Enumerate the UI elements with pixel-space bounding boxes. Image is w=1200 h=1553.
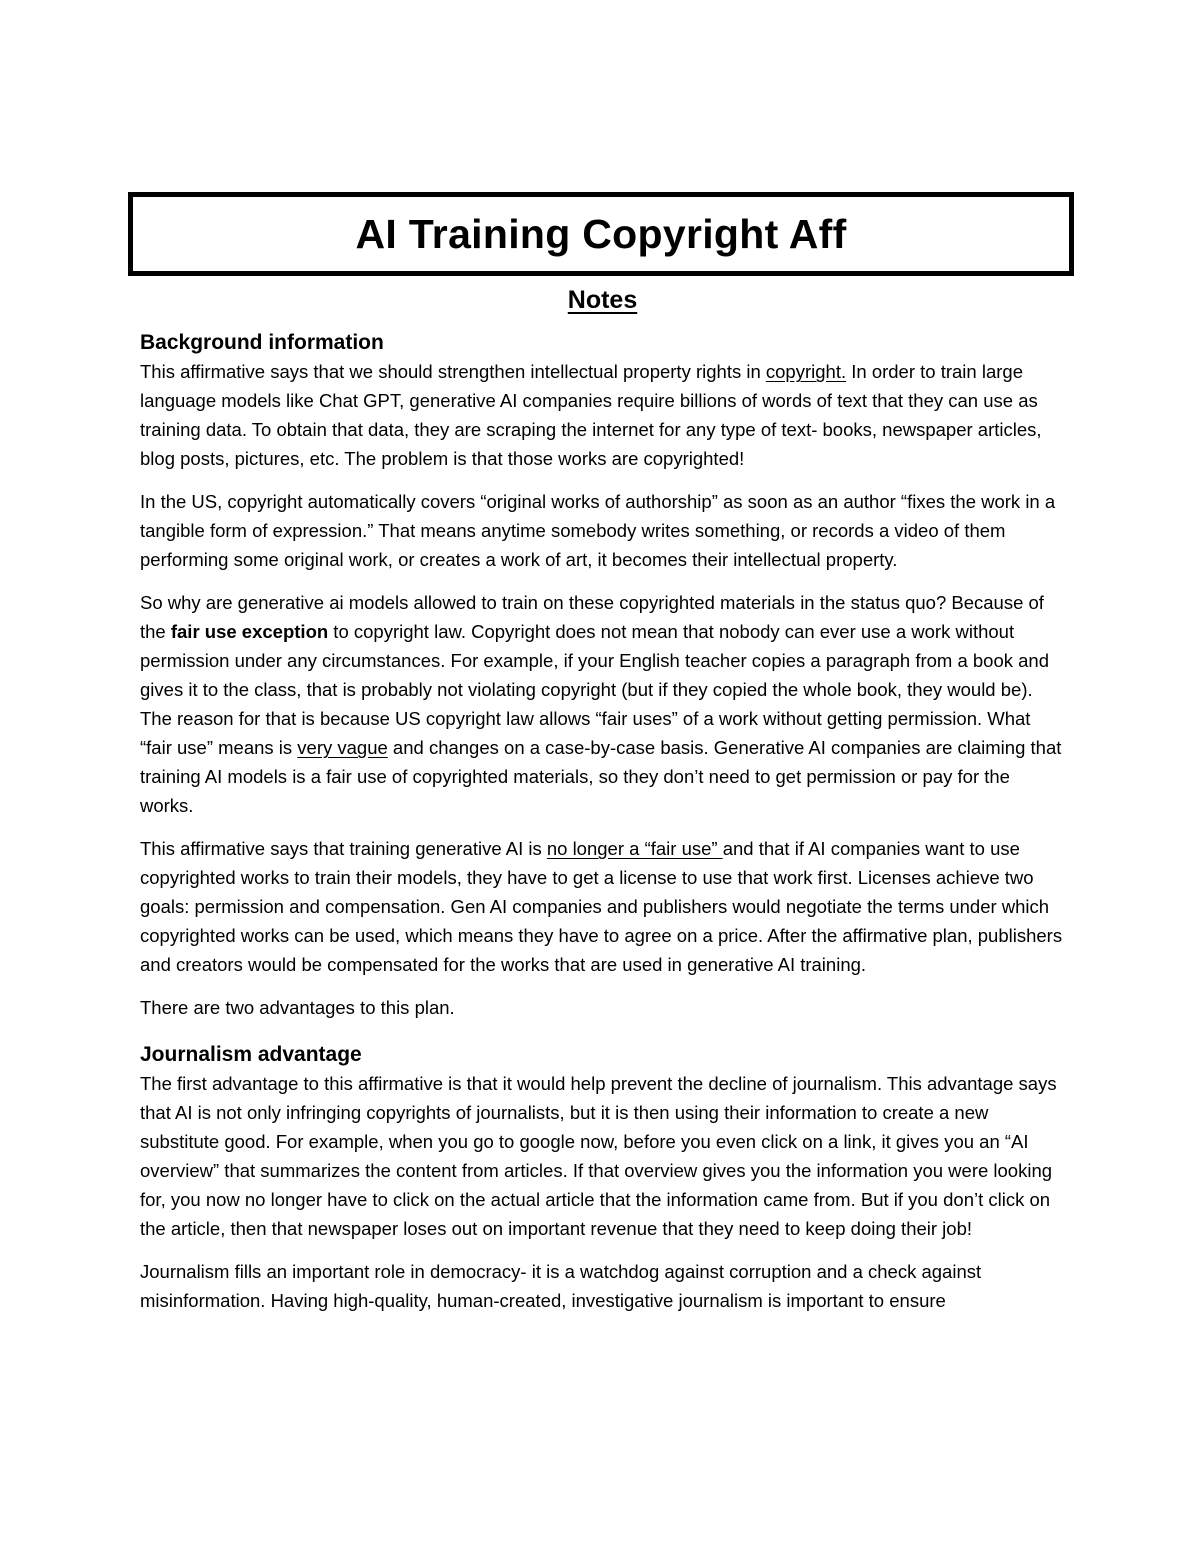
notes-subtitle: Notes bbox=[567, 286, 638, 314]
title-box bbox=[128, 192, 1074, 276]
no-longer-fair-use-underline: no longer a “fair use” bbox=[546, 838, 723, 859]
very-vague-underline: very vague bbox=[297, 737, 388, 758]
document-body bbox=[140, 282, 1065, 1329]
journalism-paragraph-1: The first advantage to this affirmative is that it would help prevent the decline of journalism. This advantage says that AI is not only infringing copyrights of journalists, but it is then using their information to create a new substitute good. For example, when you go to google now, before you even click on a link, it gives you an “AI overview” that summarizes the content from articles. If that overview gives you the information you were looking for, you now no longer have to click on the actual article that the information came from. But if you don’t click on the article, then that newspaper loses out on important revenue that they need to keep doing their job! bbox=[140, 1073, 1057, 1239]
document-title: AI Training Copyright Aff bbox=[355, 210, 847, 257]
background-paragraph-5: There are two advantages to this plan. bbox=[140, 997, 455, 1018]
background-heading: Background information bbox=[140, 331, 384, 354]
background-paragraph-2: In the US, copyright automatically covers “original works of authorship” as soon as an author “fixes the work in a tangible form of expression.” That means anytime somebody writes something, or records a video of them performing some original work, or creates a work of art, it becomes their intellectual property. bbox=[140, 491, 1056, 570]
journalism-heading: Journalism advantage bbox=[140, 1043, 362, 1066]
background-paragraph-1: This affirmative says that we should strengthen intellectual property rights in copyright. In order to train large language models like Chat GPT, generative AI companies require billions of words of text that they can use as training data. To obtain that data, they are scraping the internet for any type of text- books, newspaper articles, blog posts, pictures, etc. The problem is that those works are copyrighted! bbox=[140, 361, 1042, 469]
journalism-paragraph-2: Journalism fills an important role in democracy- it is a watchdog against corruption and a check against misinformation. Having high-quality, human-created, investigative journalism is important to ensure bbox=[140, 1261, 982, 1311]
background-paragraph-4: This affirmative says that training generative AI is no longer a “fair use” and that if AI companies want to use copyrighted works to train their models, they have to get a license to use that work first. Licenses achieve two goals: permission and compensation. Gen AI companies and publishers would negotiate the terms under which copyrighted works can be used, which means they have to agree on a price. After the affirmative plan, publishers and creators would be compensated for the works that are used in generative AI training. bbox=[140, 838, 1063, 975]
copyright-link-text: copyright. bbox=[765, 361, 847, 382]
fair-use-exception-bold: fair use exception bbox=[170, 621, 329, 642]
background-paragraph-3: So why are generative ai models allowed to train on these copyrighted materials in the status quo? Because of the fair use exception to copyright law. Copyright does not mean that nobody can ever use a work without permission under any circumstances. For example, if your English teacher copies a paragraph from a book and gives it to the class, that is probably not violating copyright (but if they copied the whole book, they would be). The reason for that is because US copyright law allows “fair uses” of a work without getting permission. What “fair use” means is very vague and changes on a case-by-case basis. Generative AI companies are claiming that training AI models is a fair use of copyrighted materials, so they don’t need to get permission or pay for the works. bbox=[140, 592, 1062, 816]
